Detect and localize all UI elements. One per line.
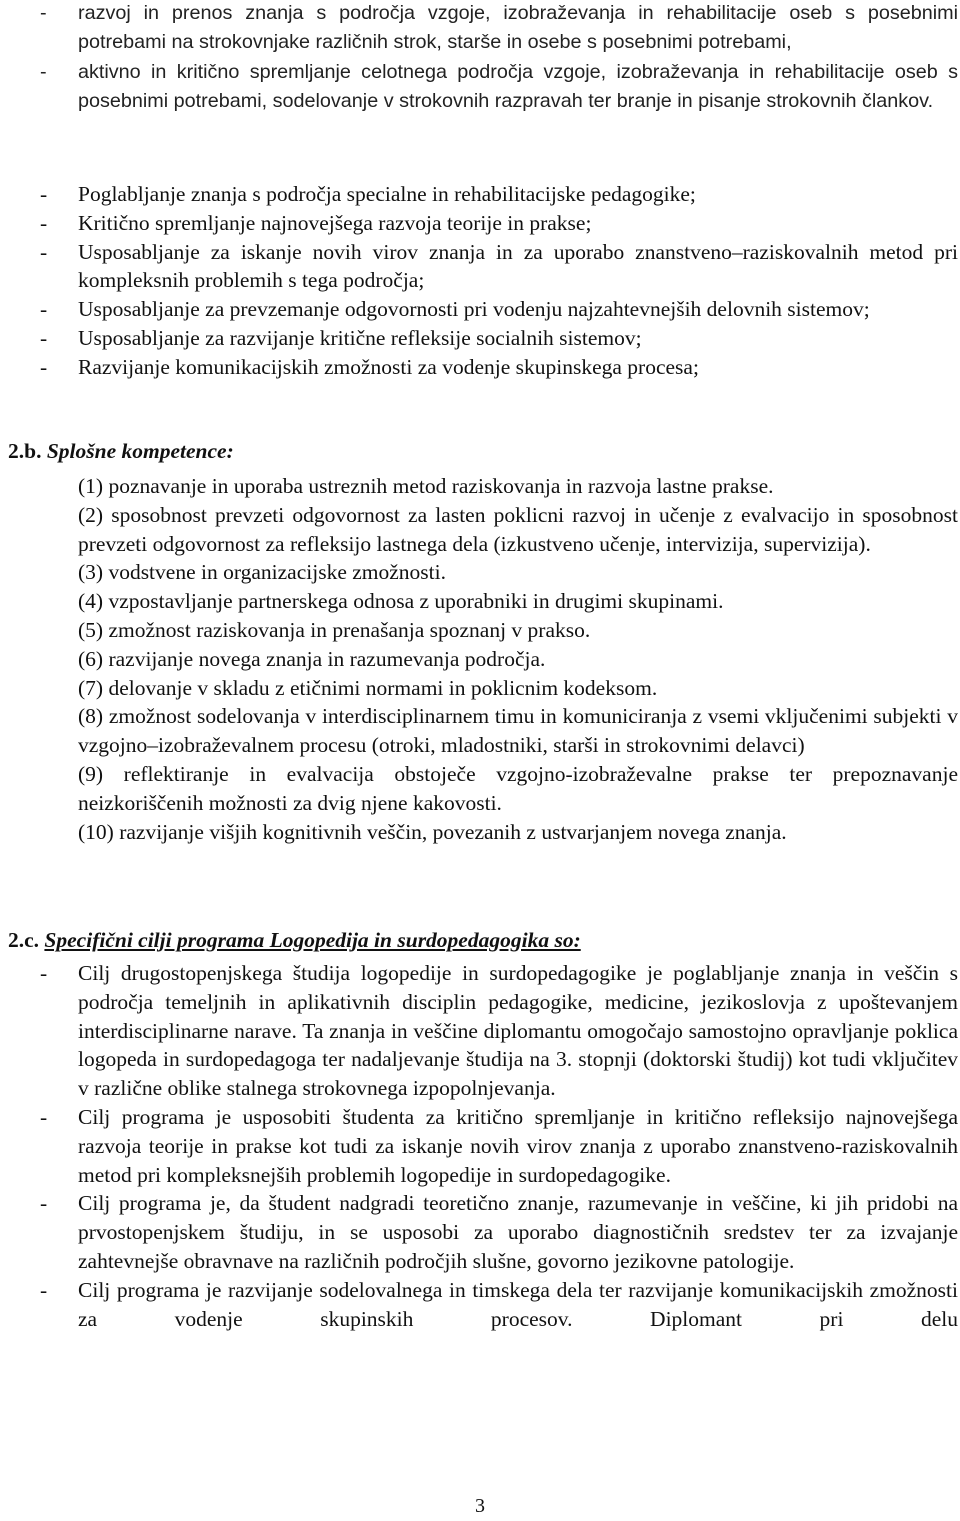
list-item: [40, 0, 958, 58]
list-item: [40, 180, 958, 209]
dash-bullet: -: [40, 961, 48, 985]
list-item: (3) vodstvene in organizacijske zmožnosti.: [78, 560, 446, 585]
list-item: (8) zmožnost sodelovanja v interdisciplinarnem timu in komuniciranja z vsemi vključenimi subjekti v vzgojno–izobraževalnem procesu (otroki, mladostniki, starši in strokovnimi delavci): [78, 704, 958, 758]
list-item-text: Cilj programa je usposobiti študenta za kritično spremljanje in kritično refleksijo najnovejšega razvoja teorije in prakse kot tudi za iskanje novih virov znanja z uporabo znanstveno-raziskovalnih metod pri kompleksnejših problemih logopedije in surdopedagogike.: [78, 1104, 958, 1187]
competences-list: [40, 180, 958, 382]
list-item: [40, 353, 958, 382]
list-item-text: Usposabljanje za razvijanje kritične refleksije socialnih sistemov;: [78, 325, 642, 350]
dash-bullet: -: [40, 182, 48, 206]
dash-bullet: -: [40, 1277, 48, 1302]
dash-bullet: -: [40, 297, 48, 322]
dash-bullet: -: [40, 354, 48, 379]
section-b-title: Splošne kompetence:: [46, 439, 234, 463]
general-competences-list: [78, 472, 958, 846]
list-item: (2) sposobnost prevzeti odgovornost za lasten poklicni razvoj in učenje z evalvacijo in sposobnost prevzeti odgovornost za refleksijo lastnega dela (izkustveno učenje, intervizija, supervizija).: [78, 502, 958, 556]
dash-bullet: -: [40, 1104, 48, 1129]
list-item: [40, 959, 958, 1103]
list-item-text: Razvijanje komunikacijskih zmožnosti za vodenje skupinskega procesa;: [78, 354, 699, 379]
list-item-text: Usposabljanje za prevzemanje odgovornosti pri vodenju najzahtevnejših delovnih sistemov;: [78, 297, 870, 322]
list-item-text: Poglabljanje znanja s področja specialne in rehabilitacijske pedagogike;: [78, 182, 696, 206]
section-b-heading: [8, 437, 234, 466]
dash-bullet: -: [40, 325, 48, 350]
list-item-text: Cilj programa je razvijanje sodelovalnega in timskega dela ter razvijanje komunikacijskih zmožnosti za vodenje skupinskih procesov. Diplomant pri delu: [78, 1277, 958, 1331]
list-item: [40, 1103, 958, 1189]
specific-goals-list: [40, 959, 958, 1333]
list-item: (5) zmožnost raziskovanja in prenašanja spoznanj v prakso.: [78, 617, 591, 642]
list-item: (4) vzpostavljanje partnerskega odnosa z uporabniki in drugimi skupinami.: [78, 589, 724, 614]
list-item: (7) delovanje v skladu z etičnimi normami in poklicnim kodeksom.: [78, 675, 658, 700]
list-item-text: razvoj in prenos znanja s področja vzgoje, izobraževanja in rehabilitacije oseb s posebnimi potrebami na strokovnjake različnih strok, starše in osebe s posebnimi potrebami,: [78, 2, 958, 54]
goals-list-continued: [40, 0, 958, 116]
dash-bullet: -: [40, 1191, 48, 1216]
dash-bullet: -: [40, 239, 48, 264]
list-item: (1) poznavanje in uporaba ustreznih metod raziskovanja in razvoja lastne prakse.: [78, 474, 774, 498]
list-item: [40, 295, 958, 324]
list-item: [40, 324, 958, 353]
list-item-text: Cilj drugostopenjskega študija logopedije in surdopedagogike je poglabljanje znanja in veščin s področja temeljnih in aplikativnih disciplin pedagogike, medicine, jezikoslovja z upoštevanjem interdisciplinarne narave. Ta znanja in veščine diplomantu omogočajo samostojno opravljanje poklica logopeda in surdopedagoga ter nadaljevanje študija na 3. stopnji (doktorski študij) kot tudi vključitev v različne oblike stalnega strokovnega izpopolnjevanja.: [78, 961, 958, 1101]
list-item: [40, 209, 958, 238]
section-b-number: 2.b.: [8, 439, 42, 463]
dash-bullet: -: [40, 210, 48, 235]
list-item: [40, 1189, 958, 1275]
page-number: 3: [475, 1495, 485, 1517]
list-item-text: Usposabljanje za iskanje novih virov znanja in za uporabo znanstveno–raziskovalnih metod pri kompleksnih problemih s tega področja;: [78, 239, 958, 293]
list-item: (10) razvijanje višjih kognitivnih veščin, povezanih z ustvarjanjem novega znanja.: [78, 819, 787, 844]
section-c-title: Specifični cilji programa Logopedija in surdopedagogika so:: [44, 928, 581, 952]
list-item: [40, 238, 958, 296]
list-item: [40, 1276, 958, 1334]
dash-bullet: -: [40, 60, 47, 83]
list-item: (6) razvijanje novega znanja in razumevanja področja.: [78, 646, 546, 671]
list-item-text: Kritično spremljanje najnovejšega razvoja teorije in prakse;: [78, 210, 592, 235]
list-item: (9) reflektiranje in evalvacija obstoječe vzgojno-izobraževalne prakse ter prepoznavanje neizkoriščenih možnosti za dvig njene kakovosti.: [78, 761, 958, 815]
list-item: [40, 58, 958, 117]
section-c-heading: [8, 926, 581, 955]
dash-bullet: -: [40, 2, 47, 24]
section-c-number: 2.c.: [8, 928, 40, 952]
list-item-text: Cilj programa je, da študent nadgradi teoretično znanje, razumevanje in veščine, ki jih pridobi na prvostopenjskem študiju, in se usposobi za uporabo diagnostičnih sredstev ter za izvajanje zahtevnejše obravnave na različnih področjih slušne, govorno jezikovne patologije.: [78, 1191, 958, 1273]
list-item-text: aktivno in kritično spremljanje celotnega področja vzgoje, izobraževanja in rehabilitacije oseb s posebnimi potrebami, sodelovanje v strokovnih razpravah ter branje in pisanje strokovnih člankov.: [78, 60, 958, 112]
